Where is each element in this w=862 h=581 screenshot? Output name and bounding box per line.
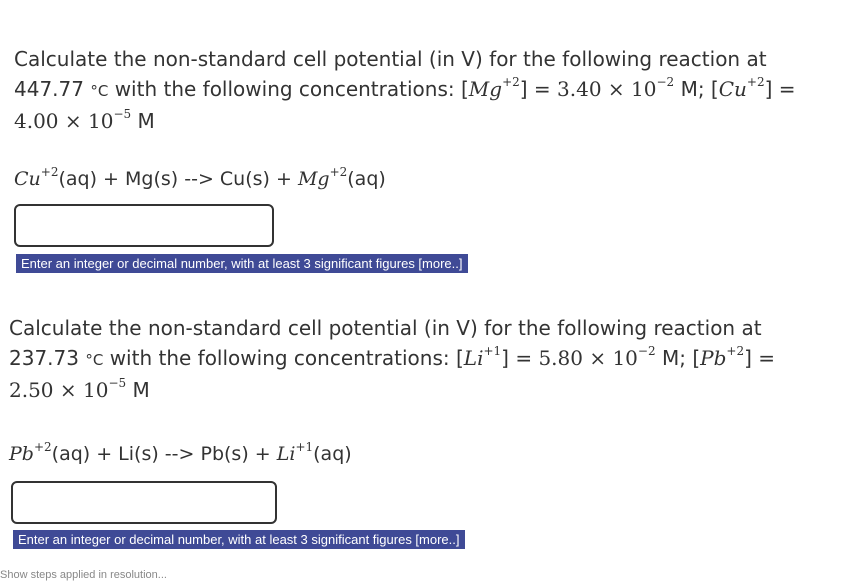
- question-1: [14, 44, 844, 271]
- ion-a-concentration: 5.80 × 10: [538, 346, 638, 370]
- answer-input[interactable]: [11, 481, 277, 524]
- ion-b-symbol: Pb: [700, 346, 727, 370]
- ion-b-concentration: 2.50 × 10: [9, 378, 109, 402]
- answer-input[interactable]: [14, 204, 274, 247]
- reaction-equation: [14, 164, 386, 190]
- input-hint-more-link[interactable]: Enter an integer or decimal number, with at least 3 significant figures [more..]: [16, 254, 468, 273]
- ion-a-charge: +2: [502, 75, 520, 90]
- ion-a-exponent: −2: [656, 75, 675, 90]
- temperature-unit: °C: [85, 351, 104, 369]
- ion-a-symbol: Li: [463, 346, 484, 370]
- temperature-value: 447.77: [14, 77, 84, 101]
- reaction-end: (aq): [313, 443, 352, 465]
- question-2: [9, 313, 844, 547]
- ion-b-exponent: −5: [108, 376, 127, 391]
- concentration-text: with the following concentrations:: [114, 77, 455, 101]
- reactant-charge: +2: [40, 164, 59, 179]
- question-prompt: Calculate the non-standard cell potential (in V) for the following reaction at 237.73 °C with the following concentrations: $[Li^{+1}] = 5.80 \times 10^{-2}$ M; $[Pb^{+2}]$ = $2.50 \times 10^{-5}$ M: [9, 316, 776, 402]
- input-hint-more-link[interactable]: Enter an integer or decimal number, with at least 3 significant figures [more..]: [13, 530, 465, 549]
- ion-a-exponent: −2: [637, 344, 656, 359]
- prompt-lead-text: Calculate the non-standard cell potential (in V) for the following reaction at: [14, 47, 767, 71]
- ion-b-charge: +2: [726, 344, 745, 359]
- ion-a-charge: +1: [483, 344, 502, 359]
- reactant-charge: +2: [33, 439, 52, 454]
- ion-a-concentration: 3.40 × 10: [557, 77, 657, 101]
- ion-a-symbol: Mg: [468, 77, 503, 101]
- temperature-value: 237.73: [9, 346, 79, 370]
- ion-b-concentration: 4.00 × 10: [14, 109, 114, 133]
- product-charge: +1: [295, 439, 314, 454]
- reaction-middle: (aq) + Li(s) --> Pb(s) +: [51, 443, 277, 465]
- molar-unit: M: [661, 346, 680, 370]
- reaction-end: (aq): [347, 168, 386, 190]
- product-ion: Mg: [297, 168, 330, 190]
- footer-text: Show steps applied in resolution...: [0, 569, 167, 581]
- reactant-ion: Cu: [14, 168, 41, 190]
- molar-unit: M: [680, 77, 698, 101]
- concentration-text: with the following concentrations:: [109, 346, 450, 370]
- temperature-unit: °C: [90, 82, 109, 100]
- reactant-ion: Pb: [9, 443, 34, 465]
- reaction-equation: [9, 439, 352, 465]
- question-prompt: Calculate the non-standard cell potential (in V) for the following reaction at 447.77 °C with the following concentrations: $[Mg^{+2}] = 3.40 \times 10^{-2}$ M; $[Cu^{+2}]$ = $4.00 \times 10^{-5}$ M: [14, 47, 796, 133]
- molar-unit: M: [132, 378, 150, 402]
- prompt-lead-text: Calculate the non-standard cell potential (in V) for the following reaction at: [9, 316, 762, 340]
- molar-unit: M: [137, 109, 155, 133]
- product-ion: Li: [276, 443, 296, 465]
- product-charge: +2: [329, 164, 348, 179]
- reaction-middle: (aq) + Mg(s) --> Cu(s) +: [58, 168, 298, 190]
- ion-b-exponent: −5: [113, 107, 132, 122]
- ion-b-charge: +2: [746, 75, 765, 90]
- ion-b-symbol: Cu: [718, 77, 747, 101]
